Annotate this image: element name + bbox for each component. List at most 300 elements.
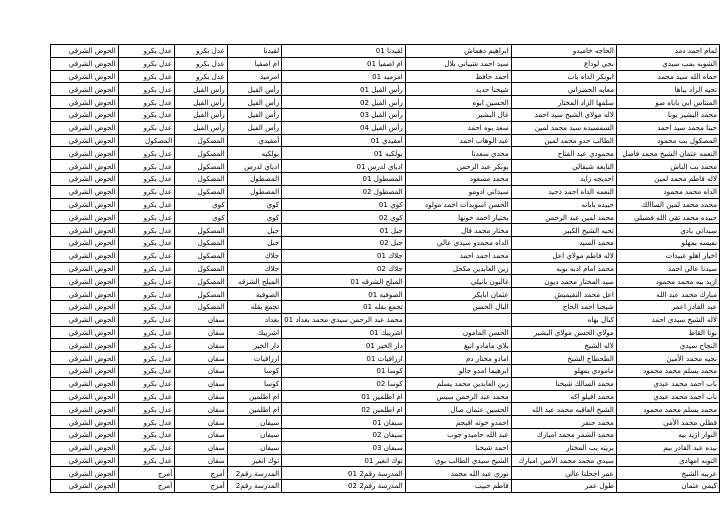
cell-department: عدل بكرو: [118, 185, 175, 198]
cell-name-1: حماه الله سيد محمد: [616, 70, 719, 83]
cell-region: الحوض الشرقي: [51, 185, 119, 198]
cell-office: كوي 01: [282, 198, 406, 211]
cell-office: محمد عبد الرحمن سيدي محمد بغداد 01: [282, 313, 406, 326]
table-row: [51, 364, 720, 377]
cell-name-2: محمد السالك شيخنا: [511, 377, 616, 390]
cell-commune: أمرج: [175, 480, 228, 493]
cell-name-1: الشوبه بمب سيدي: [616, 57, 719, 70]
cell-locality: تجمع بقله: [227, 300, 281, 313]
cell-commune: المصكول: [175, 134, 228, 147]
cell-department: عدل بكرو: [118, 428, 175, 441]
cell-region: الحوض الشرقي: [51, 147, 119, 160]
cell-office: المدرسة رقم2 02: [282, 480, 406, 493]
cell-locality: جلاك: [227, 249, 281, 262]
cell-department: عدل بكرو: [118, 70, 175, 83]
cell-name-3: الحسين عثمان صال: [405, 403, 511, 416]
cell-name-1: عبد القادر اعمر: [616, 300, 719, 313]
cell-locality: امزميد: [227, 70, 281, 83]
cell-office: لقيدنا 01: [282, 45, 406, 58]
cell-name-1: محمد يسلم محمد محمود: [616, 364, 719, 377]
cell-commune: المصكول: [175, 224, 228, 237]
cell-name-2: كبال بهاه: [511, 313, 616, 326]
cell-name-2: معايه الخضراني: [511, 83, 616, 96]
cell-name-1: النجاح سيدي: [616, 339, 719, 352]
cell-region: الحوض الشرقي: [51, 313, 119, 326]
cell-name-3: ابرهيما امدو جالو: [405, 364, 511, 377]
cell-name-1: حينا محمد سيد احمد: [616, 121, 719, 134]
cell-name-2: محمد لمين عبد الرحمن: [511, 211, 616, 224]
cell-region: الحوض الشرقي: [51, 134, 119, 147]
cell-name-1: كيمي عثمان: [616, 480, 719, 493]
cell-name-2: سلمها الزاد المختار: [511, 96, 616, 109]
cell-office: توك انغير 01: [282, 454, 406, 467]
cell-commune: المصكول: [175, 185, 228, 198]
cell-office: اشريبك 01: [282, 326, 406, 339]
cell-name-3: الحسن المامون: [405, 326, 511, 339]
cell-name-3: سيداتي ادومو: [405, 185, 511, 198]
cell-locality: رأس الفيل: [227, 96, 281, 109]
cell-name-2: محمد امام ادبه بوبه: [511, 262, 616, 275]
cell-commune: المصكول: [175, 172, 228, 185]
cell-name-2: نجي لوداع: [511, 57, 616, 70]
table-row: [51, 70, 720, 83]
cell-department: عدل بكرو: [118, 236, 175, 249]
cell-region: الحوض الشرقي: [51, 160, 119, 173]
cell-office: رأس الفيل 02: [282, 96, 406, 109]
cell-name-2: مامودي يمهلو: [511, 364, 616, 377]
cell-commune: سفان: [175, 403, 228, 416]
cell-name-1: لمام احمد دمد: [616, 45, 719, 58]
cell-name-1: سيدنا عالي احمد: [616, 262, 719, 275]
cell-office: جلاك 02: [282, 262, 406, 275]
cell-region: الحوض الشرقي: [51, 96, 119, 109]
cell-commune: سفان: [175, 454, 228, 467]
cell-office: بولكيه 01: [282, 147, 406, 160]
table-row: [51, 96, 720, 109]
cell-department: عدل بكرو: [118, 390, 175, 403]
table-row: [51, 236, 720, 249]
cell-name-3: مختار محمد فال: [405, 224, 511, 237]
cell-name-3: فاطم حبيب: [405, 480, 511, 493]
cell-name-3: نوري عبد الله محمد: [405, 467, 511, 480]
cell-name-2: حبيده بابانه: [511, 198, 616, 211]
cell-department: أمرج: [118, 480, 175, 493]
cell-office: ام اطلمين 01: [282, 390, 406, 403]
cell-locality: المصطول: [227, 185, 281, 198]
cell-department: عدل بكرو: [118, 83, 175, 96]
cell-department: عدل بكرو: [118, 441, 175, 454]
cell-name-1: نفيسه يمهلو: [616, 236, 719, 249]
cell-name-2: اعل محمد النقيميش: [511, 288, 616, 301]
cell-name-1: باب احمد محمد عبدي: [616, 377, 719, 390]
cell-name-2: شيخنا احمد الحاج: [511, 300, 616, 313]
cell-commune: سفان: [175, 377, 228, 390]
table-row: [51, 147, 720, 160]
cell-office: ازرافيات 01: [282, 352, 406, 365]
staff-table: [50, 44, 720, 493]
cell-name-1: باب احمد محمد عبدي: [616, 390, 719, 403]
cell-locality: رأس الفيل: [227, 83, 281, 96]
cell-region: الحوض الشرقي: [51, 300, 119, 313]
table-row: [51, 377, 720, 390]
cell-name-1: سيداتي بادي: [616, 224, 719, 237]
cell-department: عدل بكرو: [118, 172, 175, 185]
cell-office: سيفان 01: [282, 416, 406, 429]
table-row: [51, 352, 720, 365]
cell-name-1: تحيه الزاد بياها: [616, 83, 719, 96]
cell-name-3: الحسين ابوه: [405, 96, 511, 109]
cell-name-2: النابغه شيقالي: [511, 160, 616, 173]
table-row: [51, 249, 720, 262]
cell-region: الحوض الشرقي: [51, 416, 119, 429]
cell-department: عدل بكرو: [118, 300, 175, 313]
cell-office: رأس الفيل 04: [282, 121, 406, 134]
cell-region: الحوض الشرقي: [51, 262, 119, 275]
cell-name-1: لاله الشيخ سيدي احمد: [616, 313, 719, 326]
cell-name-1: قطلي محمد الأمي: [616, 416, 719, 429]
cell-name-3: محمد عبد الرحمن سيس: [405, 390, 511, 403]
cell-locality: المدرسة رقم2: [227, 480, 281, 493]
cell-locality: ازرافيات: [227, 352, 281, 365]
cell-commune: رأس الفيل: [175, 121, 228, 134]
cell-department: عدل بكرو: [118, 147, 175, 160]
cell-name-2: سيد المختار محمد ديون: [511, 275, 616, 288]
cell-department: عدل بكرو: [118, 454, 175, 467]
cell-region: الحوض الشرقي: [51, 249, 119, 262]
table-row: [51, 467, 720, 480]
cell-locality: توك انغير: [227, 454, 281, 467]
cell-locality: لقيدنا: [227, 45, 281, 58]
cell-name-1: بونا القاظ: [616, 326, 719, 339]
cell-department: عدل بكرو: [118, 96, 175, 109]
cell-name-3: عبد الله حاميدو جوب: [405, 428, 511, 441]
cell-commune: سفان: [175, 390, 228, 403]
cell-name-2: اخديجه زايد: [511, 172, 616, 185]
cell-name-1: محمد محمد لمين الساالك: [616, 198, 719, 211]
cell-region: الحوض الشرقي: [51, 224, 119, 237]
cell-office: كوسا 02: [282, 377, 406, 390]
cell-region: الحوض الشرقي: [51, 275, 119, 288]
cell-name-1: اخيار اهلو عبيدات: [616, 249, 719, 262]
cell-department: أمرج: [118, 467, 175, 480]
cell-office: جبل 02: [282, 236, 406, 249]
cell-name-2: محمد الشمر محمد امبارك: [511, 428, 616, 441]
cell-locality: المدرسة رقم2: [227, 467, 281, 480]
cell-name-2: لاله الشيخ: [511, 339, 616, 352]
table-body: [51, 45, 720, 493]
cell-locality: بغداد: [227, 313, 281, 326]
table-row: [51, 121, 720, 134]
cell-locality: ام اطلمين: [227, 390, 281, 403]
cell-name-3: الداه محمدو سيدي عالي: [405, 236, 511, 249]
cell-office: المبلح الشرقه 01: [282, 275, 406, 288]
cell-commune: المصكول: [175, 236, 228, 249]
cell-department: عدل بكرو: [118, 377, 175, 390]
cell-name-2: النعمه الداه احمد ذحيد: [511, 185, 616, 198]
cell-region: الحوض الشرقي: [51, 441, 119, 454]
cell-region: الحوض الشرقي: [51, 467, 119, 480]
cell-commune: رأس الفيل: [175, 83, 228, 96]
cell-locality: ام اصفيا: [227, 57, 281, 70]
cell-name-2: السمسيده سيد محمد لمين: [511, 121, 616, 134]
cell-name-2: الحاجه خاميدو: [511, 45, 616, 58]
cell-locality: كوسا: [227, 377, 281, 390]
cell-region: الحوض الشرقي: [51, 45, 119, 58]
cell-name-1: ازيد بيه محمد محمود: [616, 275, 719, 288]
cell-name-3: سيد احمد شيباني بلال: [405, 57, 511, 70]
table-row: [51, 390, 720, 403]
cell-commune: سفان: [175, 326, 228, 339]
cell-name-3: محمد احمد احمد: [405, 249, 511, 262]
table-row: [51, 288, 720, 301]
cell-department: عدل بكرو: [118, 121, 175, 134]
cell-region: الحوض الشرقي: [51, 403, 119, 416]
cell-region: الحوض الشرقي: [51, 70, 119, 83]
cell-department: عدل بكرو: [118, 416, 175, 429]
cell-name-3: احمد حافظ: [405, 70, 511, 83]
cell-department: عدل بكرو: [118, 326, 175, 339]
cell-region: الحوض الشرقي: [51, 236, 119, 249]
cell-department: عدل بكرو: [118, 275, 175, 288]
cell-name-3: زين العابدين محمد يسلم: [405, 377, 511, 390]
table-row: [51, 108, 720, 121]
cell-locality: دار الخير: [227, 339, 281, 352]
cell-department: عدل بكرو: [118, 108, 175, 121]
cell-name-2: سيدي محمد محمد الأمين امبارك: [511, 454, 616, 467]
table-row: [51, 83, 720, 96]
cell-name-1: محمد البشير يونا: [616, 108, 719, 121]
cell-office: كوي 02: [282, 211, 406, 224]
cell-department: عدل بكرو: [118, 224, 175, 237]
cell-name-1: التوبه امهادي: [616, 454, 719, 467]
cell-locality: جبل: [227, 224, 281, 237]
cell-commune: المصكول: [175, 147, 228, 160]
cell-department: عدل بكرو: [118, 160, 175, 173]
cell-department: عدل بكرو: [118, 364, 175, 377]
cell-commune: عدل بكرو: [175, 45, 228, 58]
cell-region: الحوض الشرقي: [51, 428, 119, 441]
cell-name-3: زين العابدين مكحل: [405, 262, 511, 275]
cell-name-3: غالبون بانيلي: [405, 275, 511, 288]
cell-office: امزميد 01: [282, 70, 406, 83]
cell-name-2: الطحطاح الشيخ: [511, 352, 616, 365]
cell-commune: سفان: [175, 428, 228, 441]
cell-region: الحوض الشرقي: [51, 364, 119, 377]
cell-department: عدل بكرو: [118, 211, 175, 224]
cell-department: عدل بكرو: [118, 403, 175, 416]
cell-office: الصوفية 01: [282, 288, 406, 301]
table-row: [51, 134, 720, 147]
cell-office: المصطول 02: [282, 185, 406, 198]
cell-commune: رأس الفيل: [175, 96, 228, 109]
cell-locality: كوسا: [227, 364, 281, 377]
cell-name-3: احمد شيخنا: [405, 441, 511, 454]
cell-name-3: شيخنا حديد: [405, 83, 511, 96]
cell-department: عدل بكرو: [118, 339, 175, 352]
table-row: [51, 326, 720, 339]
cell-commune: سفان: [175, 339, 228, 352]
cell-name-1: حبيده محمد تقي الله فضيلي: [616, 211, 719, 224]
cell-region: الحوض الشرقي: [51, 339, 119, 352]
cell-name-2: لاله مولاي الشيخ سيد احمد: [511, 108, 616, 121]
cell-name-2: تحيه الشيخ الكبير: [511, 224, 616, 237]
cell-name-3: الحسن اسويدات احمد مولود: [405, 198, 511, 211]
cell-locality: رأس الفيل: [227, 121, 281, 134]
cell-name-3: بوبكر عبد الرحمن: [405, 160, 511, 173]
cell-name-3: غال البشير: [405, 108, 511, 121]
cell-name-2: مولاي الحسن مولاي البشير: [511, 326, 616, 339]
cell-name-3: بختيار احمد خونها: [405, 211, 511, 224]
cell-office: جبل 01: [282, 224, 406, 237]
cell-commune: المصكول: [175, 160, 228, 173]
cell-name-1: نجيه محمد الأمين: [616, 352, 719, 365]
table-row: [51, 211, 720, 224]
cell-office: ادياي لدرس 01: [282, 160, 406, 173]
cell-name-1: النوار ازيد بيه: [616, 428, 719, 441]
cell-department: المصكول: [118, 134, 175, 147]
cell-office: ام اطلمين 02: [282, 403, 406, 416]
cell-name-2: محمد افيلو اكه: [511, 390, 616, 403]
cell-commune: سفان: [175, 313, 228, 326]
table-row: [51, 339, 720, 352]
cell-locality: اشريبك: [227, 326, 281, 339]
cell-department: عدل بكرو: [118, 288, 175, 301]
cell-region: الحوض الشرقي: [51, 172, 119, 185]
cell-department: عدل بكرو: [118, 262, 175, 275]
cell-name-3: الشيخ سيدي الطالب بوي: [405, 454, 511, 467]
table-row: [51, 172, 720, 185]
cell-department: عدل بكرو: [118, 313, 175, 326]
cell-locality: ادياي لدرس: [227, 160, 281, 173]
cell-name-2: الطالب حدو محمد لمين: [511, 134, 616, 147]
cell-commune: سفان: [175, 416, 228, 429]
cell-commune: سفان: [175, 352, 228, 365]
cell-locality: المبلح الشرقه: [227, 275, 281, 288]
cell-locality: سيفان: [227, 428, 281, 441]
table-row: [51, 313, 720, 326]
table-row: [51, 198, 720, 211]
cell-department: عدل بكرو: [118, 198, 175, 211]
cell-name-2: عمر اجحلنا عالي: [511, 467, 616, 480]
cell-office: سيفان 02: [282, 428, 406, 441]
cell-name-3: البال الحسن: [405, 300, 511, 313]
cell-office: أمقيدي 01: [282, 134, 406, 147]
cell-commune: المصكول: [175, 288, 228, 301]
cell-name-3: محدي سعدنا: [405, 147, 511, 160]
cell-office: سيفان 03: [282, 441, 406, 454]
cell-office: رأس الفيل 03: [282, 108, 406, 121]
table-row: [51, 224, 720, 237]
cell-name-1: بيده عبد القادر بيم: [616, 441, 719, 454]
cell-locality: سيفان: [227, 441, 281, 454]
cell-name-3: [405, 313, 511, 326]
cell-locality: كوي: [227, 198, 281, 211]
cell-name-3: بلاي مامادو انيغ: [405, 339, 511, 352]
cell-locality: أمقيدي: [227, 134, 281, 147]
cell-locality: المصطول: [227, 172, 281, 185]
cell-region: الحوض الشرقي: [51, 211, 119, 224]
cell-region: الحوض الشرقي: [51, 377, 119, 390]
cell-name-1: الداه محمد محمود: [616, 185, 719, 198]
cell-name-1: المنتاس ابي باباه صو: [616, 96, 719, 109]
cell-name-1: المصكول بب محمود: [616, 134, 719, 147]
cell-office: كوسا 01: [282, 364, 406, 377]
cell-name-2: محمودي عبد الفتاح: [511, 147, 616, 160]
cell-name-3: امادو مختار دم: [405, 352, 511, 365]
cell-region: الحوض الشرقي: [51, 390, 119, 403]
cell-commune: عدل بكرو: [175, 57, 228, 70]
cell-office: رأس الفيل 01: [282, 83, 406, 96]
cell-commune: المصكول: [175, 262, 228, 275]
cell-name-1: مبارك محمد عبد الله: [616, 288, 719, 301]
cell-name-3: عبد الوهاب احمد: [405, 134, 511, 147]
cell-name-2: طول عمر: [511, 480, 616, 493]
cell-commune: المصكول: [175, 249, 228, 262]
cell-region: الحوض الشرقي: [51, 83, 119, 96]
cell-name-2: محمد السيد: [511, 236, 616, 249]
cell-commune: سفان: [175, 364, 228, 377]
cell-region: الحوض الشرقي: [51, 288, 119, 301]
table-row: [51, 416, 720, 429]
cell-locality: سيفان: [227, 416, 281, 429]
table-row: [51, 428, 720, 441]
cell-locality: رأس الفيل: [227, 108, 281, 121]
cell-locality: كوي: [227, 211, 281, 224]
cell-commune: المصكول: [175, 300, 228, 313]
cell-department: عدل بكرو: [118, 352, 175, 365]
cell-commune: المصكول: [175, 275, 228, 288]
table-row: [51, 275, 720, 288]
cell-locality: جبل: [227, 236, 281, 249]
cell-department: عدل بكرو: [118, 45, 175, 58]
cell-office: المدرسة رقم2 01: [282, 467, 406, 480]
cell-name-3: احمدو خونه افيجم: [405, 416, 511, 429]
cell-region: الحوض الشرقي: [51, 480, 119, 493]
cell-office: ام اصفيا 01: [282, 57, 406, 70]
cell-region: الحوض الشرقي: [51, 108, 119, 121]
cell-name-1: عربيه الشيخ: [616, 467, 719, 480]
cell-name-2: ابوبكر الداه باب: [511, 70, 616, 83]
cell-region: الحوض الشرقي: [51, 57, 119, 70]
table-row: [51, 403, 720, 416]
table-row: [51, 454, 720, 467]
table-row: [51, 480, 720, 493]
cell-office: جلاك 01: [282, 249, 406, 262]
cell-name-2: محمد حنفر: [511, 416, 616, 429]
table-row: [51, 300, 720, 313]
cell-locality: ام اطلمين: [227, 403, 281, 416]
cell-name-1: محمد يسلم محمد محمود: [616, 403, 719, 416]
cell-region: الحوض الشرقي: [51, 121, 119, 134]
table-row: [51, 57, 720, 70]
table-row: [51, 441, 720, 454]
cell-region: الحوض الشرقي: [51, 326, 119, 339]
cell-name-3: محمد مسعود: [405, 172, 511, 185]
cell-region: الحوض الشرقي: [51, 352, 119, 365]
cell-name-1: النعمه عثمان الشيخ محمد فاضل: [616, 147, 719, 160]
cell-name-3: عثمان ابايكر: [405, 288, 511, 301]
cell-commune: رأس الفيل: [175, 108, 228, 121]
cell-commune: كوي: [175, 198, 228, 211]
cell-department: عدل بكرو: [118, 57, 175, 70]
cell-commune: أمرج: [175, 467, 228, 480]
cell-name-2: الشيخ العاقبه محمد عبد الله: [511, 403, 616, 416]
table-row: [51, 45, 720, 58]
cell-commune: سفان: [175, 441, 228, 454]
cell-office: المصطول 01: [282, 172, 406, 185]
cell-office: دار الخير 01: [282, 339, 406, 352]
cell-locality: بولكيه: [227, 147, 281, 160]
